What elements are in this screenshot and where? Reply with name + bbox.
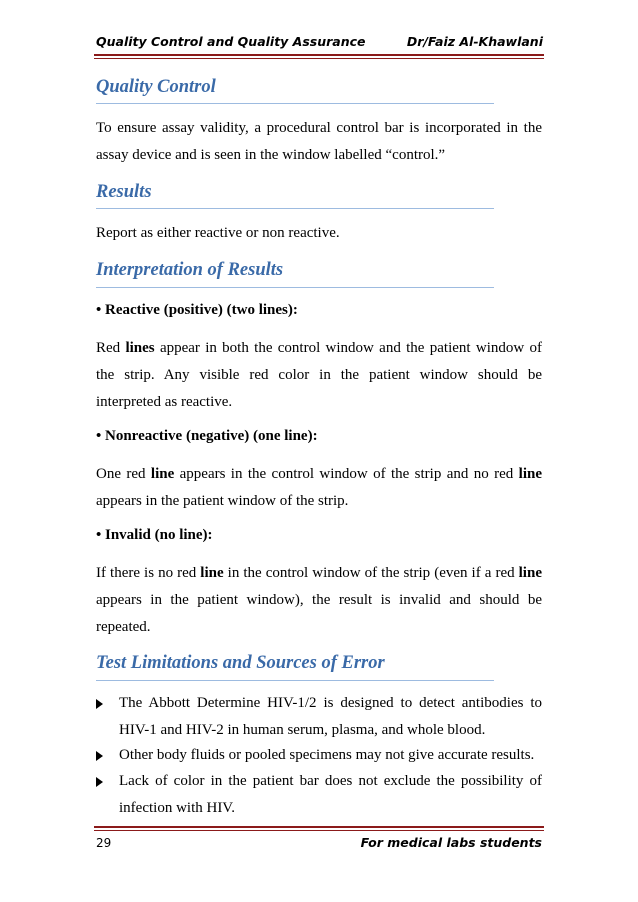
- list-item-text: The Abbott Determine HIV-1/2 is designed to detect antibodies to HIV-1 and HIV-2 in human serum, plasma, and whole blood.: [119, 695, 542, 738]
- header-rule: [94, 54, 544, 56]
- list-item: [96, 768, 542, 822]
- footer-caption: For medical labs students: [360, 835, 542, 850]
- heading-quality-control: Quality Control: [96, 77, 216, 97]
- paragraph-quality-control: To ensure assay validity, a procedural control bar is incorporated in the assay device and is seen in the window labelled “control.”: [96, 120, 542, 163]
- subheading-invalid: • Invalid (no line):: [96, 527, 213, 543]
- heading-underline: [96, 208, 494, 209]
- subheading-reactive: • Reactive (positive) (two lines):: [96, 302, 298, 318]
- heading-results: Results: [96, 182, 152, 202]
- subheading-nonreactive: • Nonreactive (negative) (one line):: [96, 428, 318, 444]
- paragraph-results: Report as either reactive or non reactive.: [96, 225, 340, 241]
- heading-interpretation: Interpretation of Results: [96, 260, 284, 280]
- header-rule-thin: [94, 58, 544, 59]
- paragraph-nonreactive: One red line appears in the control window of the strip and no red line appears in the patient window of the strip.: [96, 466, 542, 509]
- heading-underline: [96, 680, 494, 681]
- heading-limitations: Test Limitations and Sources of Error: [96, 653, 385, 673]
- heading-underline: [96, 103, 494, 104]
- paragraph-reactive: Red lines appear in both the control window and the patient window of the strip. Any visible red color in the patient window should be interpreted as reactive.: [96, 340, 542, 410]
- list-item: [96, 742, 542, 769]
- running-header: [96, 34, 543, 56]
- list-item: [96, 690, 542, 744]
- arrow-bullet-icon: [96, 699, 103, 709]
- page-number: 29: [96, 836, 112, 850]
- arrow-bullet-icon: [96, 777, 103, 787]
- footer-rule: [94, 826, 544, 828]
- arrow-bullet-icon: [96, 751, 103, 761]
- footer-rule-thin: [94, 830, 544, 831]
- paragraph-invalid: If there is no red line in the control window of the strip (even if a red line appears in the patient window), the result is invalid and should be repeated.: [96, 565, 542, 635]
- header-author: Dr/Faiz Al-Khawlani: [406, 34, 543, 49]
- header-title: Quality Control and Quality Assurance: [96, 34, 366, 49]
- heading-underline: [96, 287, 494, 288]
- list-item-text: Lack of color in the patient bar does not exclude the possibility of infection with HIV.: [119, 773, 542, 816]
- list-item-text: Other body fluids or pooled specimens may not give accurate results.: [119, 747, 535, 763]
